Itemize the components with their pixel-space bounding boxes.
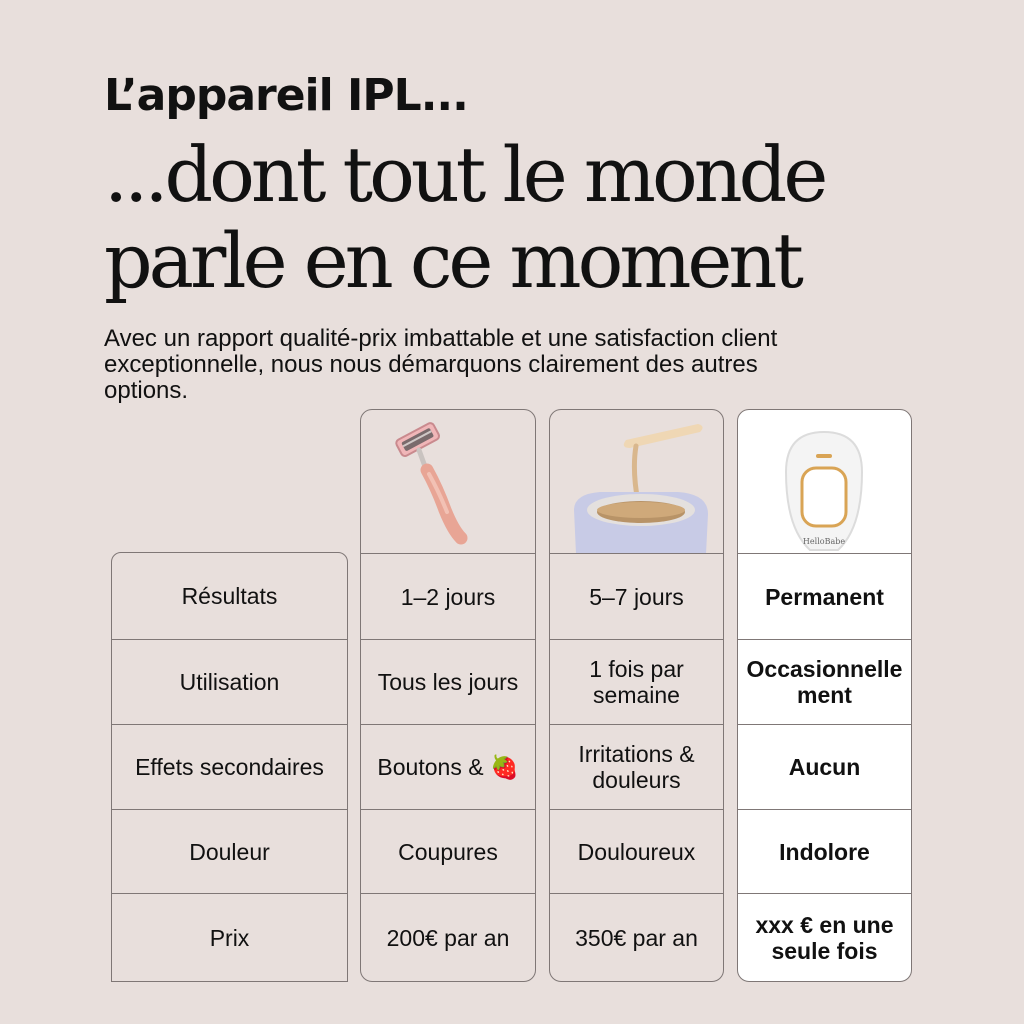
wax-pot-icon [550, 410, 723, 554]
razor-icon [361, 410, 535, 554]
row-labels [111, 552, 348, 982]
row-label-resultats: Résultats [181, 583, 278, 609]
row-label-utilisation: Utilisation [112, 639, 347, 724]
wax-column [549, 409, 724, 982]
row-label-douleur: Douleur [112, 809, 347, 893]
ipl-douleur: Indolore [738, 809, 911, 893]
razor-douleur: Coupures [361, 809, 535, 893]
intro-text: Avec un rapport qualité-prix imbattable et une satisfaction client exceptionnelle, nous nous démarquons clairement des autres options. [104, 325, 778, 404]
ipl-device-icon [738, 410, 911, 554]
headline-line-1: L’appareil IPL... [104, 70, 468, 121]
wax-image [550, 410, 723, 554]
headline-line-2: ...dont tout le monde parle en ce moment [104, 130, 825, 305]
row-label-effets: Effets secondaires [112, 724, 347, 809]
razor-utilisation: Tous les jours [361, 639, 535, 724]
ipl-utilisation: Occasionnellement [738, 639, 911, 724]
wax-douleur: Douloureux [550, 809, 723, 893]
row-label-prix: Prix [112, 893, 347, 981]
ipl-resultats: Permanent [738, 553, 911, 639]
wax-effets: Irritations & douleurs [550, 724, 723, 809]
wax-utilisation: 1 fois par semaine [550, 639, 723, 724]
razor-column [360, 409, 536, 982]
razor-resultats: 1–2 jours [361, 553, 535, 639]
ipl-column [737, 409, 912, 982]
razor-image [361, 410, 535, 554]
razor-effets: Boutons & 🍓 [361, 724, 535, 809]
wax-prix: 350€ par an [550, 893, 723, 981]
wax-resultats: 5–7 jours [550, 553, 723, 639]
ipl-effets: Aucun [738, 724, 911, 809]
razor-prix: 200€ par an [361, 893, 535, 981]
ipl-brand-label: HelloBabe [802, 537, 846, 546]
ipl-prix: xxx € en une seule fois [738, 893, 911, 981]
ipl-device-image [738, 410, 911, 554]
